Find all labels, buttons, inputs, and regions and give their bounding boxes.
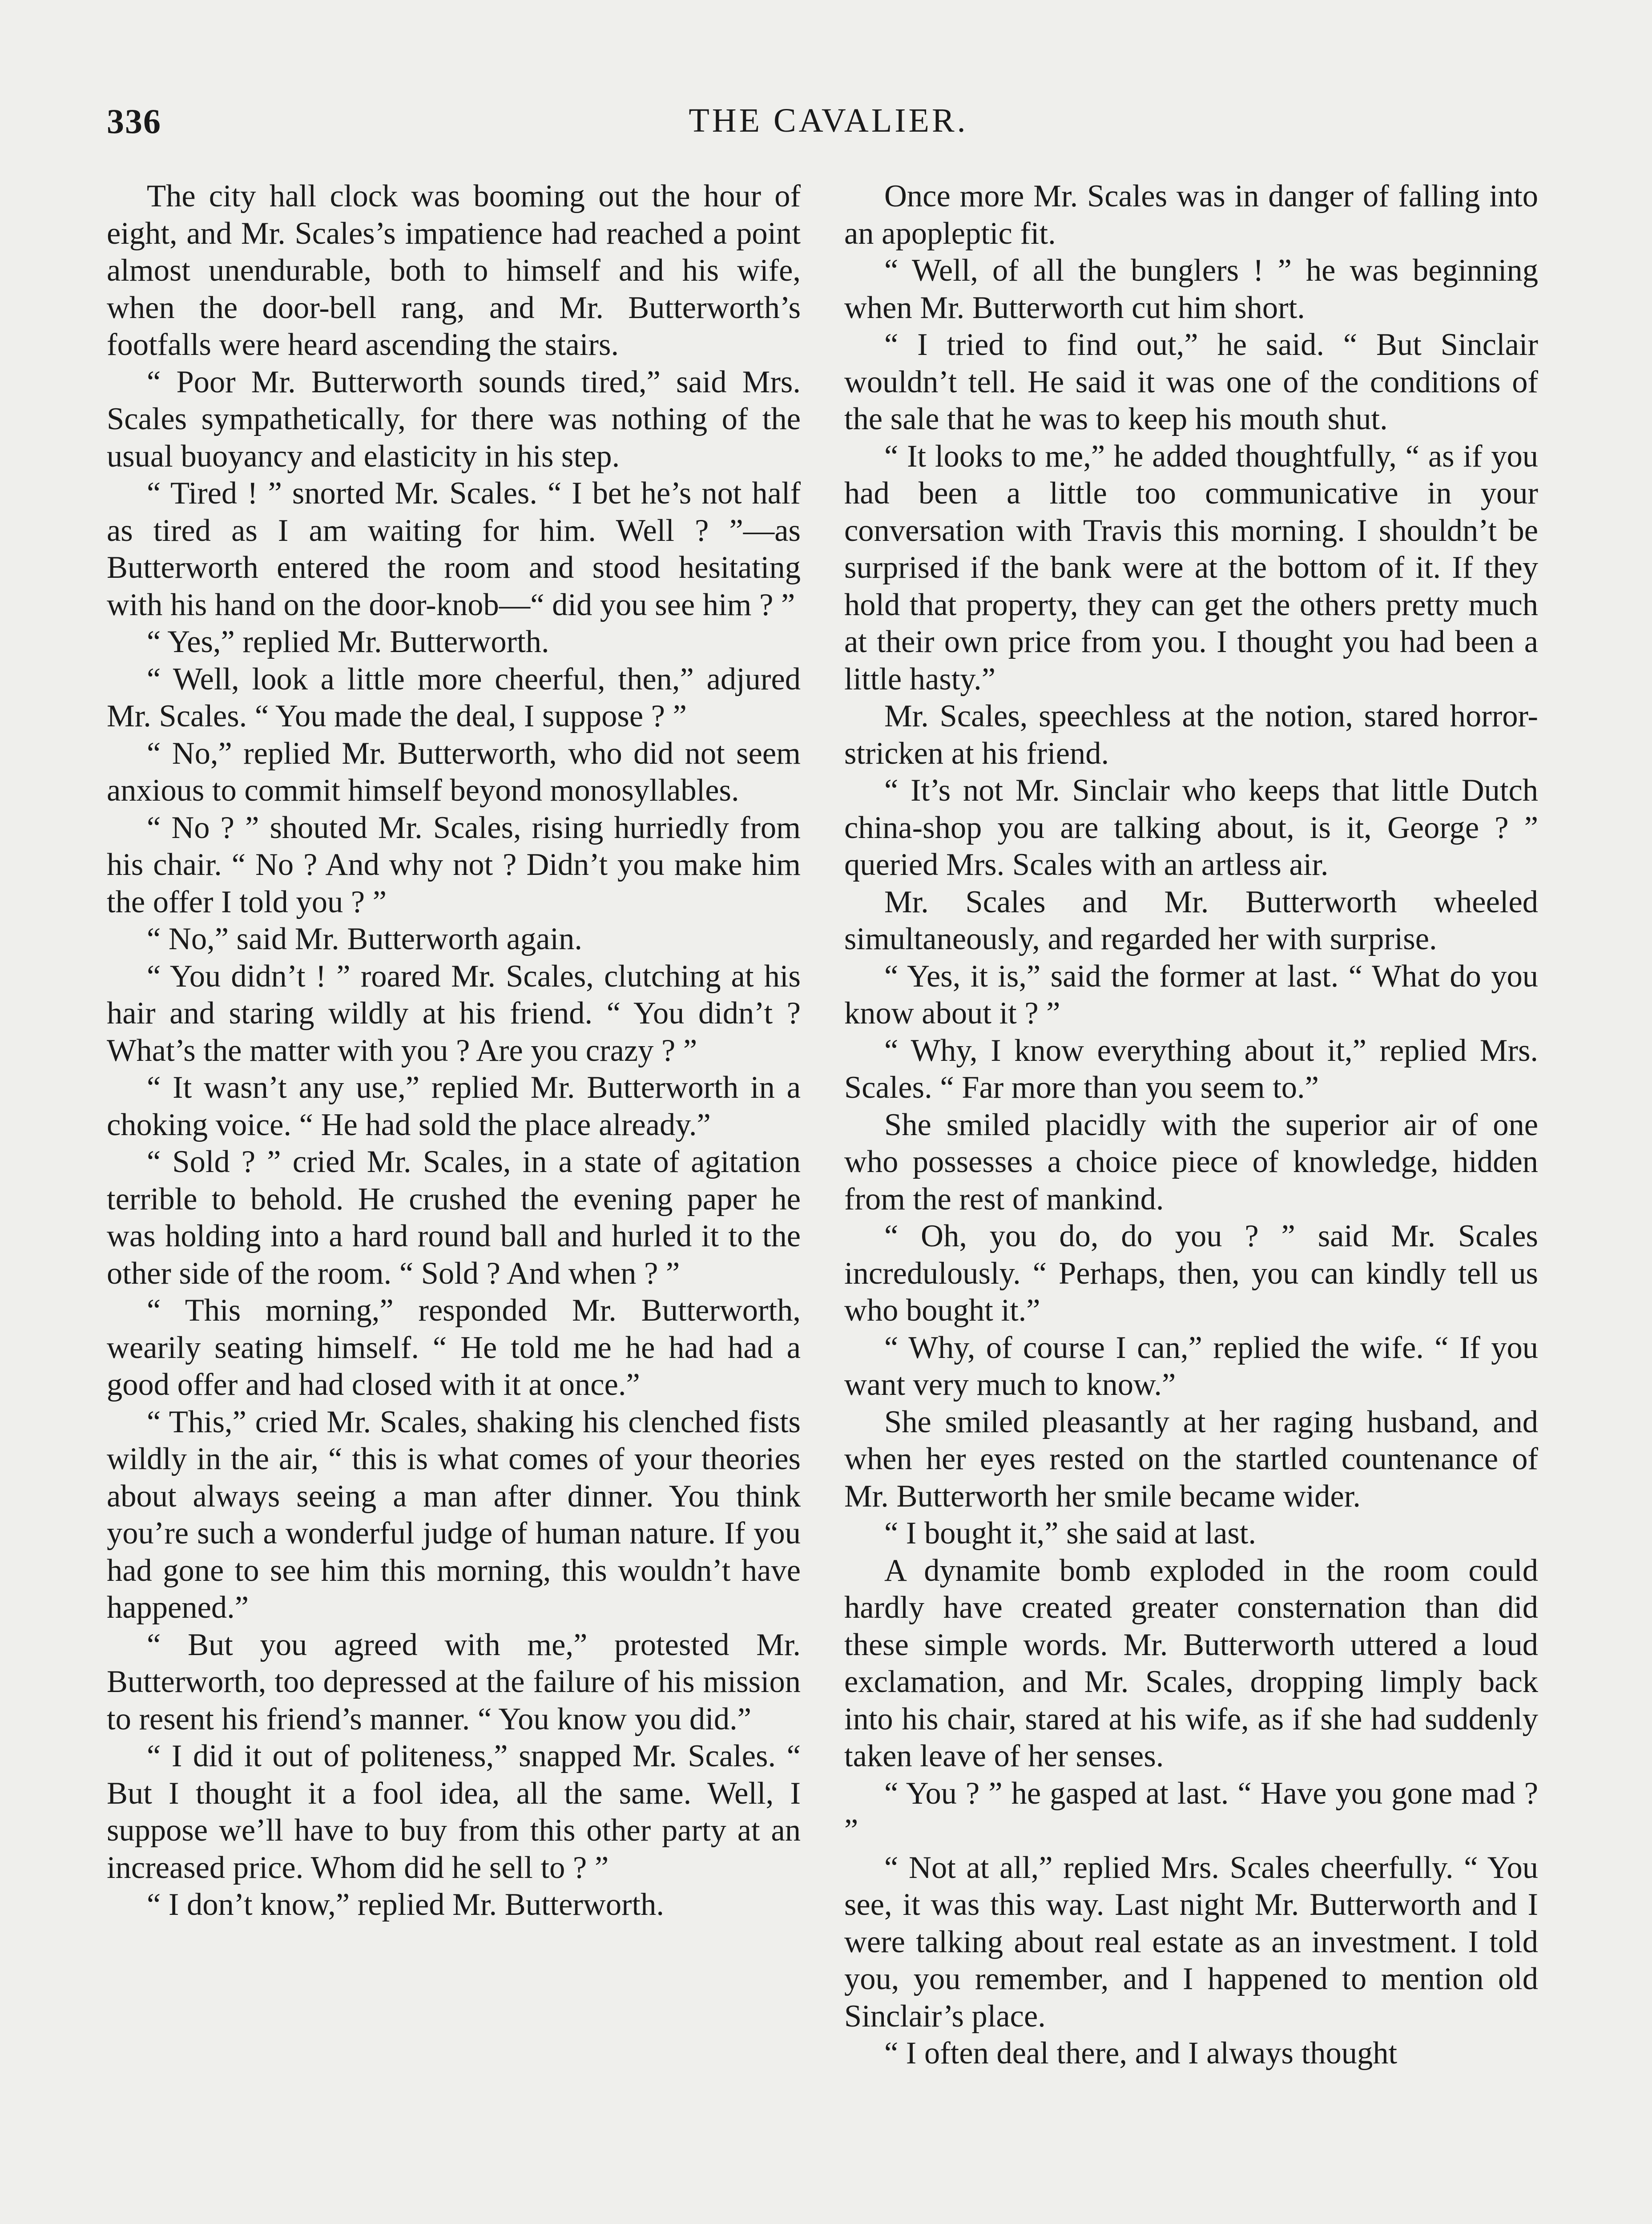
running-head: THE CAVALIER. <box>689 102 968 139</box>
paragraph: “ No,” said Mr. Butterworth again. <box>147 922 582 956</box>
paragraph: “ Well, look a little more cheerful, then,” adjured Mr. Scales. “ You made the deal, I suppose ? ” <box>107 661 801 733</box>
paragraph: “ Sold ? ” cried Mr. Scales, in a state of agitation terrible to behold. He crushed the evening paper he was holding into a hard round ball and hurled it to the other side of the room. “ Sold ? And when ? ” <box>107 1144 801 1291</box>
paragraph: “ Not at all,” replied Mrs. Scales cheerfully. “ You see, it was this way. Last night Mr. Butterworth and I were talking about real estate as an investment. I told you, you remember, and I happened to mention old Sinclair’s place. <box>844 1850 1538 2034</box>
paragraph: She smiled placidly with the superior air of one who possesses a choice piece of knowledge, hidden from the rest of mankind. <box>844 1107 1538 1217</box>
paragraph: “ I bought it,” she said at last. <box>884 1516 1257 1551</box>
paragraph: A dynamite bomb exploded in the room could hardly have created greater consternation than did these simple words. Mr. Butterworth uttered a loud exclamation, and Mr. Scales, dropping limply back into his chair, stared at his wife, as if she had suddenly taken leave of her senses. <box>844 1553 1538 1773</box>
paragraph: Mr. Scales, speechless at the notion, stared horror-stricken at his friend. <box>844 699 1538 771</box>
page-header <box>107 101 1550 150</box>
paragraph: “ No ? ” shouted Mr. Scales, rising hurriedly from his chair. “ No ? And why not ? Didn’t you make him the offer I told you ? ” <box>107 810 801 919</box>
paragraph: “ It wasn’t any use,” replied Mr. Butterworth in a choking voice. “ He had sold the place already.” <box>107 1070 801 1142</box>
paragraph: The city hall clock was booming out the hour of eight, and Mr. Scales’s impatience had reached a point almost unendurable, both to himself and his wife, when the door-bell rang, and Mr. Butterworth’s footfalls were heard ascending the stairs. <box>107 179 801 362</box>
paragraph: “ It’s not Mr. Sinclair who keeps that little Dutch china-shop you are talking about, is it, George ? ” queried Mrs. Scales with an artless air. <box>844 773 1538 882</box>
left-column <box>107 178 801 2224</box>
paragraph: “ I often deal there, and I always thought <box>884 2036 1398 2071</box>
paragraph: “ I did it out of politeness,” snapped Mr. Scales. “ But I thought it a fool idea, all the same. Well, I suppose we’ll have to buy from this other party at an increased price. Whom did he sell to ? ” <box>107 1739 801 1885</box>
right-column <box>844 178 1538 2224</box>
paragraph: Mr. Scales and Mr. Butterworth wheeled simultaneously, and regarded her with surprise. <box>844 884 1538 956</box>
paragraph: She smiled pleasantly at her raging husband, and when her eyes rested on the startled countenance of Mr. Butterworth her smile became wider. <box>844 1404 1538 1514</box>
paragraph: “ Tired ! ” snorted Mr. Scales. “ I bet he’s not half as tired as I am waiting for him. Well ? ”—as Butterworth entered the room and stood hesitating with his hand on the door-knob—“ did you see him ? ” <box>107 476 801 622</box>
paragraph: “ Oh, you do, do you ? ” said Mr. Scales incredulously. “ Perhaps, then, you can kindly tell us who bought it.” <box>844 1219 1538 1328</box>
paragraph: “ But you agreed with me,” protested Mr. Butterworth, too depressed at the failure of his mission to resent his friend’s manner. “ You know you did.” <box>107 1627 801 1736</box>
paragraph: “ Yes,” replied Mr. Butterworth. <box>147 624 549 659</box>
paragraph: “ No,” replied Mr. Butterworth, who did not seem anxious to commit himself beyond monosyllables. <box>107 736 801 808</box>
paragraph: “ This morning,” responded Mr. Butterworth, wearily seating himself. “ He told me he had had a good offer and had closed with it at once.” <box>107 1293 801 1402</box>
page-number: 336 <box>107 102 161 141</box>
paragraph: “ You ? ” he gasped at last. “ Have you gone mad ? ” <box>844 1776 1538 1848</box>
paragraph: “ Poor Mr. Butterworth sounds tired,” said Mrs. Scales sympathetically, for there was nothing of the usual buoyancy and elasticity in his step. <box>107 364 801 474</box>
paragraph: Once more Mr. Scales was in danger of falling into an apopleptic fit. <box>844 179 1538 251</box>
paragraph: “ Why, I know everything about it,” replied Mrs. Scales. “ Far more than you seem to.” <box>844 1033 1538 1105</box>
paragraph: “ It looks to me,” he added thoughtfully, “ as if you had been a little too communicative in your conversation with Travis this morning. I shouldn’t be surprised if the bank were at the bottom of it. If they hold that property, they can get the others pretty much at their own price from you. I thought you had been a little hasty.” <box>844 439 1538 697</box>
paragraph: “ Well, of all the bunglers ! ” he was beginning when Mr. Butterworth cut him short. <box>844 253 1538 325</box>
paragraph: “ I tried to find out,” he said. “ But Sinclair wouldn’t tell. He said it was one of the conditions of the sale that he was to keep his mouth shut. <box>844 327 1538 436</box>
paragraph: “ Why, of course I can,” replied the wife. “ If you want very much to know.” <box>844 1330 1538 1402</box>
paragraph: “ You didn’t ! ” roared Mr. Scales, clutching at his hair and staring wildly at his friend. “ You didn’t ? What’s the matter with you ? Are you crazy ? ” <box>107 959 801 1068</box>
paragraph: “ This,” cried Mr. Scales, shaking his clenched fists wildly in the air, “ this is what comes of your theories about always seeing a man after dinner. You think you’re such a wonderful judge of human nature. If you had gone to see him this morning, this wouldn’t have happened.” <box>107 1404 801 1625</box>
paragraph: “ Yes, it is,” said the former at last. “ What do you know about it ? ” <box>844 959 1538 1031</box>
paragraph: “ I don’t know,” replied Mr. Butterworth. <box>147 1887 665 1922</box>
